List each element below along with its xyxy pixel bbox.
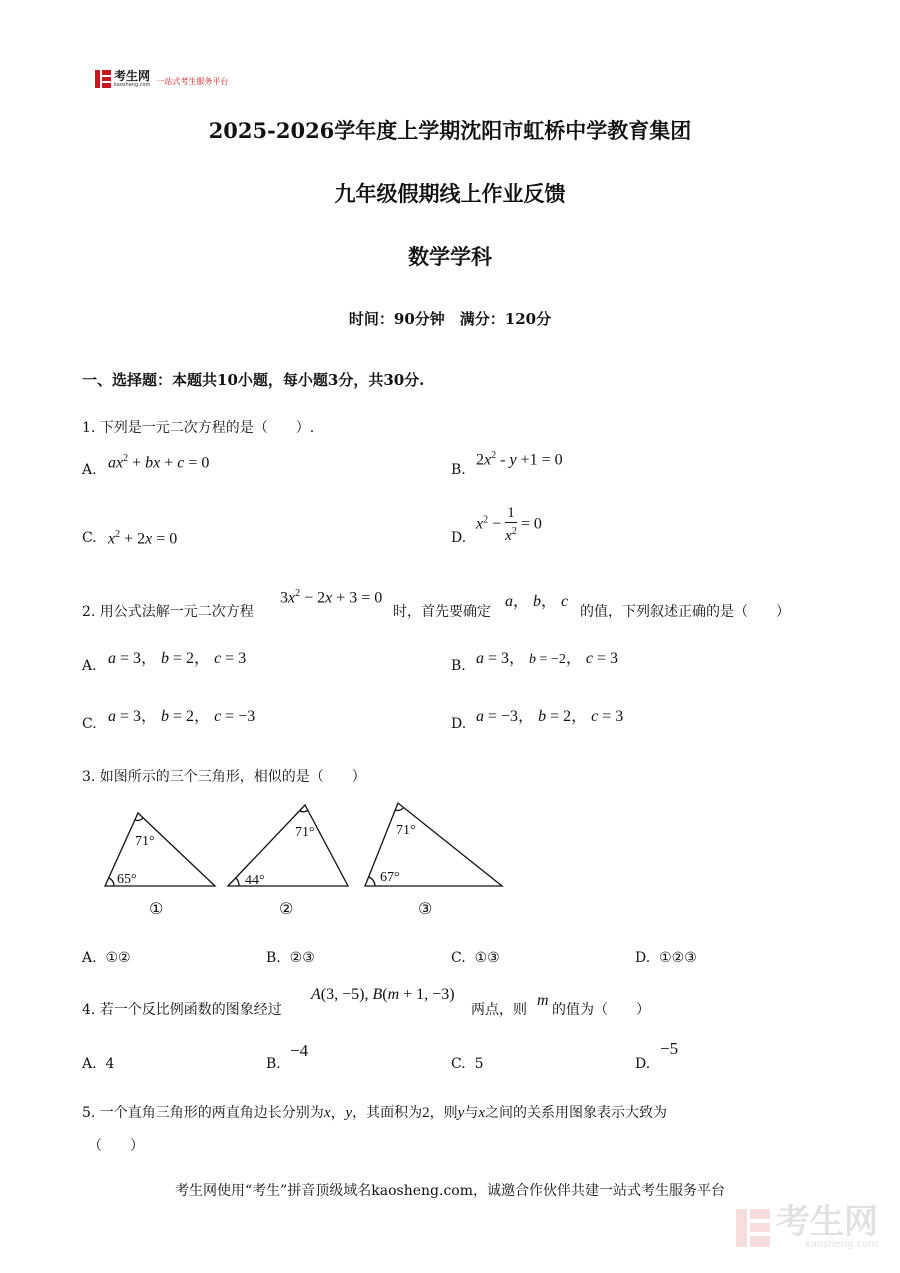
q1-option-b-label: B. [451, 462, 466, 478]
q3-option-b: B. ②③ [266, 950, 315, 966]
q2-option-b-label: B. [451, 658, 466, 674]
q2-option-b-formula: a = 3， b = −2， c = 3 [476, 650, 618, 667]
q2-equation: $3x^2 - 2x + 3 = 0$ [280, 588, 383, 607]
q1-option-c-label: C. [82, 530, 97, 546]
logo-slogan: 一站式考生服务平台 [156, 76, 229, 86]
q1-option-c-formula: $x^2 + 2x = 0$ [108, 529, 178, 548]
triangle-3-left-angle: 67° [380, 870, 400, 885]
triangle-1-label: ① [149, 899, 164, 918]
kaosheng-logo-icon [95, 70, 111, 88]
q3-option-d: D. ①②③ [635, 950, 697, 966]
q4-option-b-value: −4 [290, 1041, 309, 1060]
footer-text: 考生网使用“考生”拼音顶级域名kaosheng.com，诚邀合作伙伴共建一站式考生服务平台 [174, 1183, 726, 1199]
triangles-figure [95, 798, 515, 920]
triangle-3-top-angle: 71° [396, 823, 416, 838]
exam-info: 时间：90分钟 满分：120分 [348, 310, 552, 328]
q3-option-c: C. ①③ [451, 950, 500, 966]
question-2-stem-mid: 时，首先要确定 [393, 604, 491, 620]
question-5-stem: 5. 一个直角三角形的两直角边长分别为x，y，其面积为2，则y与x之间的关系用图象表示大致为 [82, 1105, 668, 1121]
question-2-stem-prefix: 2. 用公式法解一元二次方程 [82, 604, 254, 620]
subject-title: 数学学科 [408, 244, 492, 269]
question-4-stem-prefix: 4. 若一个反比例函数的图象经过 [82, 1002, 282, 1018]
q4-option-b-label: B. [266, 1056, 281, 1072]
q2-option-a-formula: a = 3， b = 2， c = 3 [108, 650, 247, 667]
q4-points: A(3, −5), B(m + 1, −3) [311, 986, 455, 1003]
watermark-logo-icon [736, 1209, 770, 1247]
q4-option-c: C. 5 [451, 1056, 484, 1072]
question-4-stem-mid: 两点，则 [471, 1002, 527, 1018]
question-3-stem: 3. 如图所示的三个三角形，相似的是（ ） [82, 769, 366, 785]
q2-option-c-formula: a = 3， b = 2， c = −3 [108, 708, 256, 725]
section-heading: 一、选择题：本题共10小题，每小题3分，共30分. [82, 371, 425, 389]
q1-option-d-formula: $x^2$ − $\frac{1}{x^2}$ = 0 [476, 505, 542, 544]
q2-option-d-label: D. [451, 716, 467, 732]
q4-option-d-value: −5 [660, 1039, 679, 1058]
triangle-2-label: ② [279, 899, 294, 918]
triangle-1-top-angle: 71° [135, 834, 155, 849]
site-logo [95, 70, 228, 88]
triangle-3-label: ③ [418, 899, 433, 918]
triangle-2-top-angle: 71° [295, 825, 315, 840]
q1-option-d-label: D. [451, 530, 467, 546]
page-title: 2025-2026学年度上学期沈阳市虹桥中学教育集团 [208, 118, 692, 143]
logo-domain: kaosheng.com [114, 81, 151, 88]
q4-option-d-label: D. [635, 1056, 651, 1072]
triangle-2-left-angle: 44° [245, 873, 265, 888]
q2-option-d-formula: a = −3， b = 2， c = 3 [476, 708, 624, 725]
q4-variable: m [537, 992, 549, 1009]
q1-option-a-label: A. [82, 462, 97, 478]
q2-option-a-label: A. [82, 658, 97, 674]
page-subtitle: 九年级假期线上作业反馈 [334, 181, 566, 206]
triangle-1-left-angle: 65° [117, 872, 137, 887]
q3-option-a: A. ①② [82, 950, 131, 966]
question-1-stem: 1. 下列是一元二次方程的是（ ）. [82, 420, 315, 436]
q1-option-a-formula: $ax^2$ + bx + c = 0 [108, 453, 210, 472]
q2-option-c-label: C. [82, 716, 97, 732]
question-2-stem-suffix: 的值，下列叙述正确的是（ ） [580, 604, 790, 620]
question-4-stem-suffix: 的值为（ ） [552, 1002, 650, 1018]
q1-option-b-formula: $2x^2 - y +1 = 0$ [476, 450, 563, 469]
watermark [736, 1202, 878, 1250]
q4-option-a: A. 4 [82, 1056, 115, 1072]
watermark-name: 考生网 [776, 1202, 878, 1242]
q2-coefficients: a， b， c [505, 593, 569, 610]
question-5-blank: （ ） [88, 1138, 144, 1154]
logo-name: 考生网 [114, 68, 151, 83]
watermark-domain: kaosheng.com [805, 1239, 878, 1250]
